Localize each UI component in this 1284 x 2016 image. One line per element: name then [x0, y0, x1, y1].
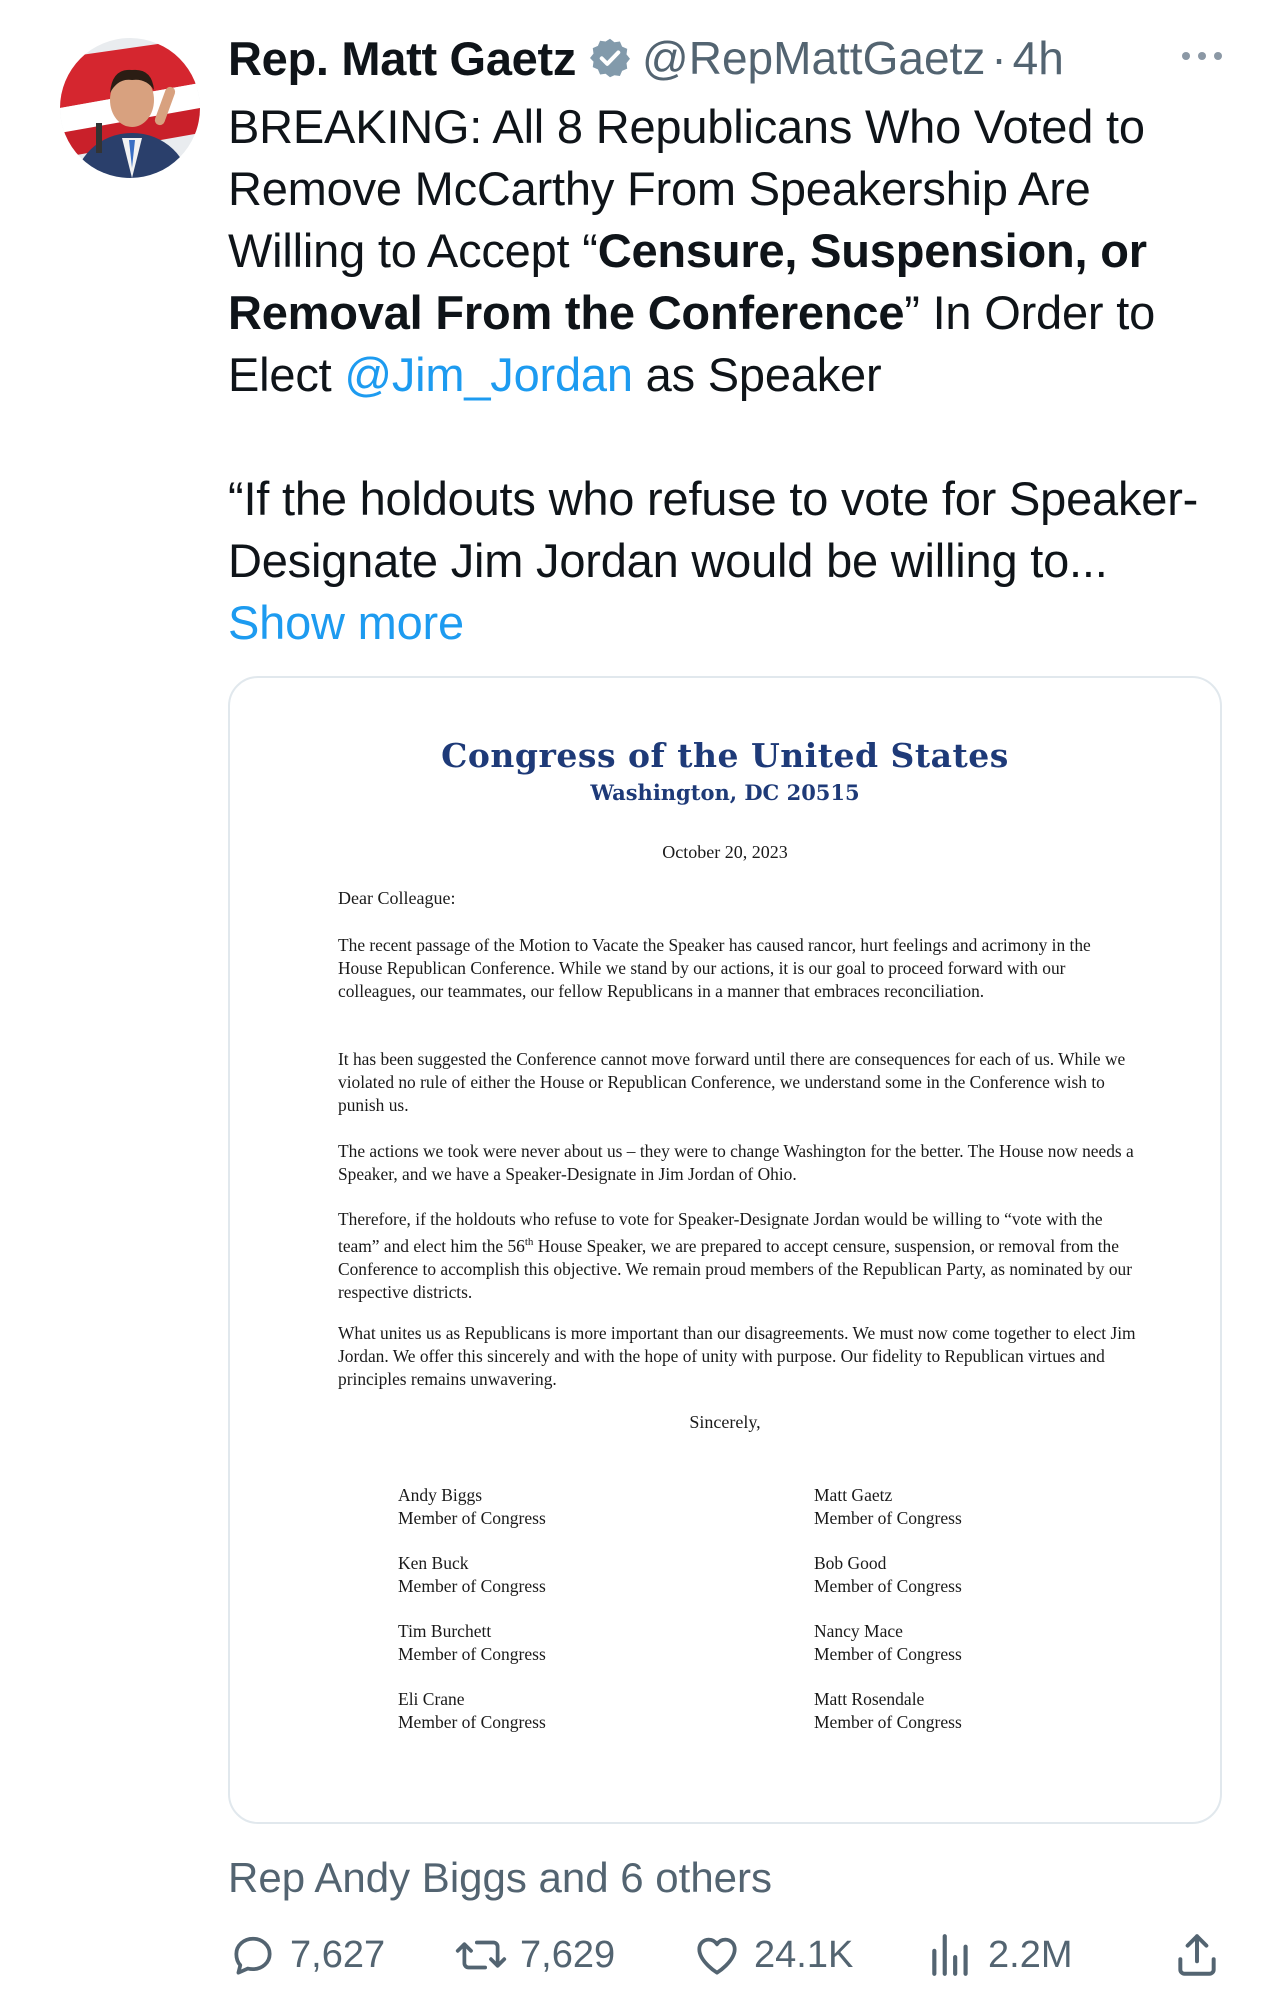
- signer-name: Matt Rosendale: [814, 1689, 925, 1709]
- attached-image[interactable]: [228, 676, 1222, 1824]
- signer-title: Member of Congress: [398, 1508, 546, 1528]
- action-bar: [228, 1930, 1228, 1986]
- tweet-text-part: ” In Order to Elect: [228, 286, 1156, 401]
- share-button[interactable]: [1172, 1930, 1234, 1980]
- author-handle[interactable]: @RepMattGaetz: [642, 32, 986, 84]
- signer-title: Member of Congress: [398, 1576, 546, 1596]
- signature-block: [398, 1688, 546, 1734]
- letter-date: October 20, 2023: [662, 842, 788, 862]
- heart-icon: [692, 1930, 742, 1980]
- social-context[interactable]: Rep Andy Biggs and 6 others: [228, 1854, 773, 1901]
- separator-dot: ·: [991, 32, 1007, 84]
- signature-block: [398, 1484, 546, 1530]
- letterhead-subtitle: Washington, DC 20515: [590, 780, 860, 805]
- signature-block: [398, 1552, 546, 1598]
- letter-closing: Sincerely,: [689, 1412, 761, 1432]
- letter-text: Therefore, if the holdouts who refuse to vote for Speaker-Designate Jordan would be willing to “vote with the team” and elect him the 56: [338, 1209, 1103, 1256]
- author-name[interactable]: Rep. Matt Gaetz: [228, 31, 577, 85]
- signer-name: Tim Burchett: [398, 1621, 492, 1641]
- reply-button[interactable]: [228, 1930, 385, 1980]
- letter-paragraph: [338, 1208, 1138, 1304]
- signer-name: Ken Buck: [398, 1553, 469, 1573]
- signature-block: [814, 1484, 962, 1530]
- timestamp[interactable]: 4h: [1012, 32, 1064, 84]
- repost-icon: [454, 1930, 508, 1980]
- signer-title: Member of Congress: [398, 1712, 546, 1732]
- signature-block: [814, 1552, 962, 1598]
- signer-name: Matt Gaetz: [814, 1485, 893, 1505]
- avatar[interactable]: [60, 38, 200, 178]
- views-count: 2.2M: [988, 1933, 1073, 1976]
- repost-button[interactable]: [454, 1930, 615, 1980]
- tweet-header: [228, 30, 1224, 86]
- signer-name: Andy Biggs: [398, 1485, 483, 1505]
- letter-paragraph: What unites us as Republicans is more important than our disagreements. We must now come together to elect Jim Jordan. We offer this sincerely and with the hope of unity with purpose. Our fidelity to Republican virtues and principles remains unwavering.: [338, 1323, 1136, 1389]
- signer-name: Bob Good: [814, 1553, 887, 1573]
- like-button[interactable]: [692, 1930, 853, 1980]
- tweet-text-bold: Censure, Suspension, or Removal From the Conference: [228, 224, 1147, 339]
- tweet-text-part: BREAKING: All 8 Republicans Who Voted to Remove McCarthy From Speakership Are Willing to Accept “: [228, 100, 1145, 277]
- letter-paragraph: The actions we took were never about us – they were to change Washington for the better. The House now needs a Speaker, and we have a Speaker-Designate in Jim Jordan of Ohio.: [338, 1141, 1134, 1184]
- letter-paragraph: It has been suggested the Conference cannot move forward until there are consequences for each of us. While we violated no rule of either the House or Republican Conference, we understand some in the Conference wish to punish us.: [338, 1049, 1126, 1115]
- tweet-text-part: as Speaker: [632, 348, 882, 401]
- avatar-image: [60, 38, 200, 178]
- signer-title: Member of Congress: [814, 1576, 962, 1596]
- verified-badge-icon: [588, 36, 632, 80]
- letterhead-title: Congress of the United States: [441, 736, 1009, 775]
- more-options-icon[interactable]: [1180, 48, 1224, 69]
- views-chart-icon: [926, 1930, 976, 1980]
- signer-title: Member of Congress: [398, 1644, 546, 1664]
- letter-text: House Speaker, we are prepared to accept censure, suspension, or removal from the Conference to accomplish this objective. We remain proud members of the Republican Party, as nominated by our respective districts.: [338, 1235, 1132, 1302]
- reply-count: 7,627: [290, 1933, 386, 1976]
- signer-name: Eli Crane: [398, 1689, 465, 1709]
- signature-block: [814, 1620, 962, 1666]
- letter-superscript: th: [524, 1236, 534, 1248]
- letter-greeting: Dear Colleague:: [338, 888, 456, 908]
- share-icon: [1172, 1930, 1222, 1980]
- signature-block: [814, 1688, 962, 1734]
- signer-title: Member of Congress: [814, 1644, 962, 1664]
- signer-title: Member of Congress: [814, 1508, 962, 1528]
- signature-block: [398, 1620, 546, 1666]
- signer-title: Member of Congress: [814, 1712, 962, 1732]
- repost-count: 7,629: [520, 1933, 616, 1976]
- signer-name: Nancy Mace: [814, 1621, 903, 1641]
- show-more-link[interactable]: Show more: [228, 596, 464, 649]
- views-button[interactable]: [926, 1930, 1072, 1980]
- quote-text: “If the holdouts who refuse to vote for Speaker-Designate Jim Jordan would be willing to...: [228, 472, 1199, 587]
- tweet-text: [228, 96, 1228, 654]
- letter-paragraph: The recent passage of the Motion to Vacate the Speaker has caused rancor, hurt feelings and acrimony in the House Republican Conference. While we stand by our actions, it is our goal to proceed forward with our colleagues, our teammates, our fellow Republicans in a manner that embraces reconciliation.: [338, 935, 1091, 1001]
- reply-icon: [228, 1930, 278, 1980]
- like-count: 24.1K: [754, 1933, 854, 1976]
- mention-link[interactable]: @Jim_Jordan: [344, 348, 633, 401]
